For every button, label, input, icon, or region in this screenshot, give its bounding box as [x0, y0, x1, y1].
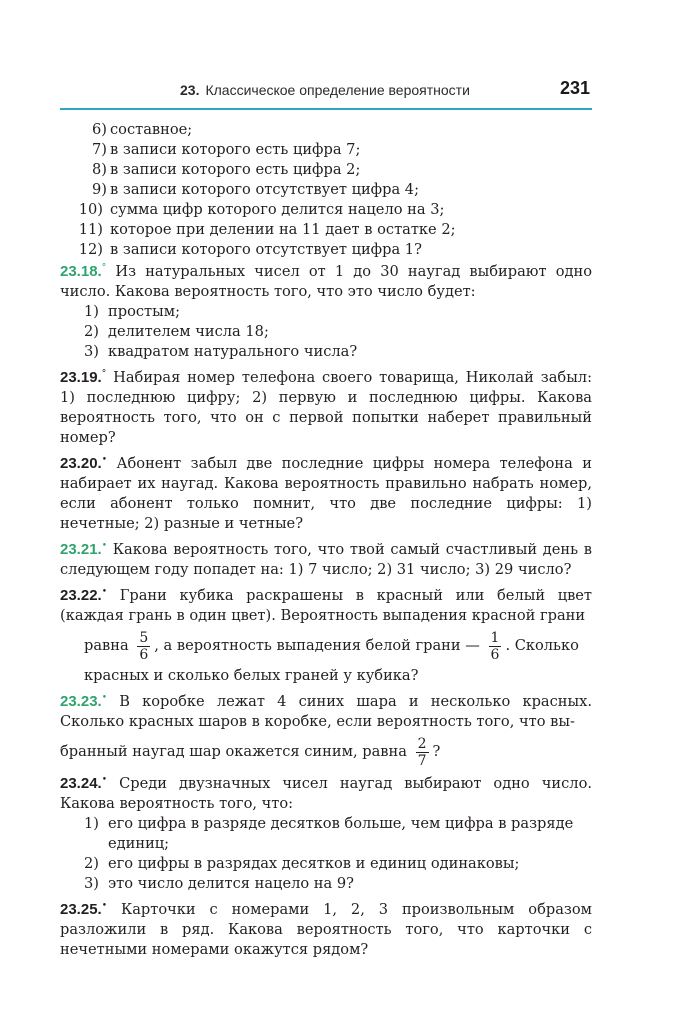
sub-item	[60, 854, 592, 874]
list-item	[60, 220, 592, 240]
list-item	[60, 140, 592, 160]
page-number: 231	[559, 78, 590, 98]
problem-23-25	[60, 900, 592, 960]
difficulty-mark: •	[101, 541, 108, 552]
sub-item-label: 2)	[84, 855, 99, 872]
difficulty-mark: •	[101, 455, 108, 466]
fraction-numerator: 1	[490, 629, 500, 646]
fraction-denominator: 6	[490, 646, 500, 663]
problem-text: равна	[84, 637, 129, 654]
problem-text: Карточки с номерами 1, 2, 3 произвольным образом разложили в ряд. Какова вероятность того, что карточки с нечетными номерами окажутся рядом?	[60, 901, 593, 958]
problem-23-24	[60, 774, 592, 814]
problem-23-20	[60, 454, 592, 534]
list-item-text: в записи которого есть цифра 2;	[110, 161, 361, 178]
problem-text: Из натуральных чисел от 1 до 30 наугад выбирают одно число. Какова вероятность того, что это число будет:	[60, 263, 592, 300]
sub-item-label: 2)	[84, 323, 99, 340]
problem-23-23	[60, 692, 592, 732]
fraction	[137, 630, 150, 663]
sub-item	[60, 874, 592, 894]
problem-number: 23.24.	[60, 775, 102, 792]
list-item-label: 6)	[92, 121, 107, 138]
problem-text: красных и сколько белых граней у кубика?	[84, 667, 419, 684]
sub-item	[60, 342, 592, 362]
sub-item-text: это число делится нацело на 9?	[108, 875, 354, 892]
sub-item-label: 3)	[84, 343, 99, 360]
problem-text: бранный наугад шар окажется синим, равна	[60, 743, 407, 760]
problem-text: Абонент забыл две последние цифры номера телефона и набирает их наугад. Какова вероятность правильно набрать номер, если абонент только помнит, что две последние цифры: 1) нечетные; 2) разные и четные?	[60, 455, 592, 532]
problem-text: Грани кубика раскрашены в красный или белый цвет (каждая грань в один цвет). Вероятность выпадения красной грани	[60, 587, 593, 624]
sub-item-text: делителем числа 18;	[108, 323, 269, 340]
problem-23-23-line2	[60, 732, 592, 772]
list-item-text: составное;	[110, 121, 193, 138]
problem-text: ?	[432, 743, 441, 760]
page-content	[60, 120, 592, 960]
sub-item-text: простым;	[108, 303, 180, 320]
fraction	[489, 630, 502, 663]
difficulty-mark: °	[101, 263, 107, 274]
difficulty-mark: •	[101, 587, 108, 598]
list-item-text: которое при делении на 11 дает в остатке 2;	[110, 221, 456, 238]
list-item-text: в записи которого отсутствует цифра 4;	[110, 181, 419, 198]
list-item	[60, 120, 592, 140]
fraction-numerator: 2	[417, 735, 427, 752]
list-item-label: 12)	[78, 241, 103, 258]
difficulty-mark: °	[101, 369, 107, 380]
section-title-text: Классическое определение вероятности	[205, 82, 470, 98]
sub-item	[60, 322, 592, 342]
list-item-label: 11)	[78, 221, 103, 238]
difficulty-mark: •	[101, 901, 108, 912]
problem-text: В коробке лежат 4 синих шара и несколько красных. Сколько красных шаров в коробке, если вероятность того, что вы-	[60, 693, 592, 730]
sub-item	[60, 814, 592, 854]
problem-number: 23.19.	[60, 369, 102, 386]
list-item	[60, 200, 592, 220]
fraction-denominator: 6	[139, 646, 149, 663]
list-item-label: 7)	[92, 141, 107, 158]
problem-number: 23.18.	[60, 263, 102, 280]
problem-text: Среди двузначных чисел наугад выбирают одно число. Какова вероятность того, что:	[60, 775, 592, 812]
sub-item-label: 1)	[84, 303, 99, 320]
fraction-denominator: 7	[417, 752, 427, 769]
list-item-label: 10)	[78, 201, 103, 218]
problem-23-18	[60, 262, 592, 302]
list-item	[60, 160, 592, 180]
fraction	[416, 736, 429, 769]
list-item	[60, 240, 592, 260]
problem-text: . Сколько	[505, 637, 579, 654]
problem-number: 23.21.	[60, 541, 102, 558]
problem-23-22	[60, 586, 592, 626]
problem-number: 23.20.	[60, 455, 102, 472]
difficulty-mark: •	[101, 775, 108, 786]
list-item-text: в записи которого отсутствует цифра 1?	[110, 241, 422, 258]
page-header	[60, 80, 592, 110]
problem-23-21	[60, 540, 592, 580]
problem-number: 23.23.	[60, 693, 102, 710]
list-item-text: в записи которого есть цифра 7;	[110, 141, 361, 158]
list-item-text: сумма цифр которого делится нацело на 3;	[110, 201, 445, 218]
problem-text: Набирая номер телефона своего товарища, Николай забыл: 1) последнюю цифру; 2) первую и последнюю цифры. Какова вероятность того, что он с первой попытки наберет правильный номер?	[60, 369, 592, 446]
sub-item-text: его цифра в разряде десятков больше, чем цифра в разряде единиц;	[108, 815, 574, 852]
fraction-numerator: 5	[139, 629, 149, 646]
sub-item-label: 3)	[84, 875, 99, 892]
section-number: 23.	[180, 82, 200, 98]
problem-number: 23.25.	[60, 901, 102, 918]
problem-number: 23.22.	[60, 587, 102, 604]
list-item-label: 9)	[92, 181, 107, 198]
difficulty-mark: •	[101, 693, 108, 704]
sub-item-label: 1)	[84, 815, 99, 832]
list-item-label: 8)	[92, 161, 107, 178]
section-title	[180, 82, 470, 98]
sub-item-text: его цифры в разрядах десятков и единиц одинаковы;	[108, 855, 520, 872]
problem-23-22-line3	[60, 666, 592, 686]
problem-23-22-line2	[60, 626, 592, 666]
sub-item-text: квадратом натурального числа?	[108, 343, 358, 360]
problem-text: , а вероятность выпадения белой грани —	[154, 637, 480, 654]
problem-23-19	[60, 368, 592, 448]
problem-text: Какова вероятность того, что твой самый счастливый день в следующем году попадет на: 1) 7 число; 2) 31 число; 3) 29 число?	[60, 541, 593, 578]
list-item	[60, 180, 592, 200]
sub-item	[60, 302, 592, 322]
